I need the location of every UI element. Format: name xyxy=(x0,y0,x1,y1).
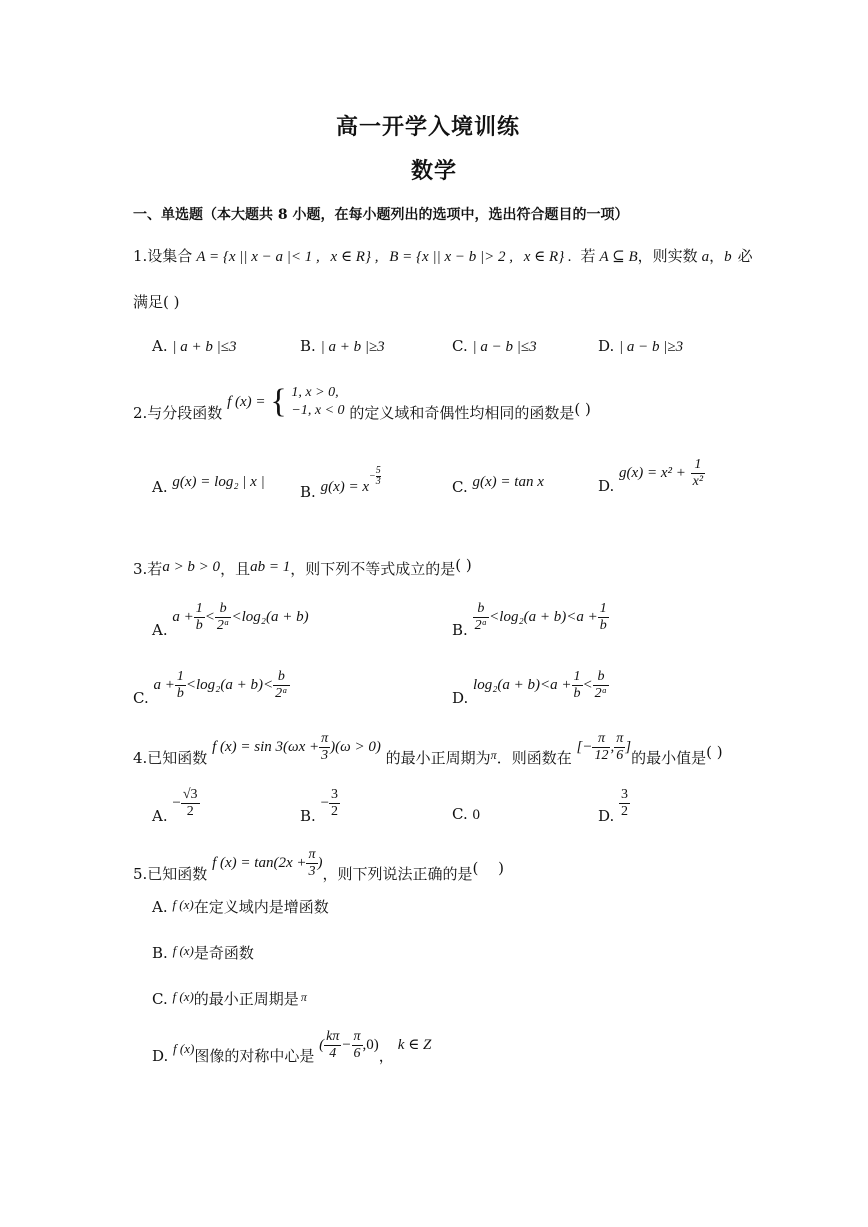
q5-d-comma: ， xyxy=(378,1047,394,1065)
q3-d-lt-1: < xyxy=(540,677,551,693)
q1-option-c-text: | a − b |≤3 xyxy=(472,339,537,355)
q3-a-frac-2 xyxy=(215,601,232,634)
q4-period-text: 的最小正周期为 xyxy=(385,749,491,767)
q3-d-den-2: 2ᵃ xyxy=(594,685,608,701)
q5-option-a-fx: f (x) xyxy=(172,897,194,912)
q3-a-frac-1 xyxy=(194,601,205,634)
q4-option-a xyxy=(152,782,200,836)
q3-b-lt-1: < xyxy=(489,609,500,625)
q5-d-minus: − xyxy=(341,1037,352,1053)
q5-option-c-label: C. xyxy=(152,990,168,1008)
q5-d-lparen: ( xyxy=(319,1037,325,1053)
q5-option-b-text: 是奇函数 xyxy=(193,944,254,962)
q1-option-a xyxy=(152,337,237,356)
q5-option-d-label: D. xyxy=(152,1047,169,1065)
q2-exponent-sign: − xyxy=(369,470,376,482)
q3-a-num: 1 xyxy=(195,600,203,616)
q2-question: 的定义域和奇偶性均相同的函数是 xyxy=(349,404,575,422)
q3-option-c xyxy=(133,664,290,718)
q3-a-num-2: b xyxy=(215,601,232,618)
question-1-line-2 xyxy=(133,293,180,311)
q5-option-c-fx: f (x) xyxy=(172,989,194,1004)
q4-fx: f (x) = sin 3(ωx + xyxy=(212,739,320,755)
q2-option-b-label: B. xyxy=(300,482,316,501)
q1-condition: A ⊆ B xyxy=(599,249,638,265)
q1-must: 必 xyxy=(737,247,753,265)
q3-a-den: b xyxy=(195,617,203,633)
q4-option-a-sign: − xyxy=(172,795,181,811)
q3-b-num-2: 1 xyxy=(599,600,607,616)
q3-c-den: b xyxy=(176,685,184,701)
q4-option-a-label: A. xyxy=(152,807,168,825)
q4-pi: π xyxy=(321,730,329,746)
q2-d-num: 1 xyxy=(691,457,705,474)
q3-c-den-2: 2ᵃ xyxy=(275,685,288,701)
q4-option-b-sign: − xyxy=(320,795,330,811)
q4-period-pi: π xyxy=(490,748,497,762)
q3-d-num-2: b xyxy=(593,669,610,686)
q2-exponent-num: 5 xyxy=(375,465,381,476)
q2-option-d-fraction xyxy=(691,457,705,490)
q5-pi: π xyxy=(308,846,316,862)
q4-option-b-label: B. xyxy=(300,807,316,825)
q5-d-pi-over-6 xyxy=(352,1029,363,1062)
q4-interval-text: ．则函数在 xyxy=(496,749,572,767)
q4-a-num: √3 xyxy=(182,786,198,802)
q3-c-lt-1: < xyxy=(185,677,196,693)
q1-option-b xyxy=(300,337,385,356)
q3-b-den: 2ᵃ xyxy=(474,617,488,633)
q4-interval-left: [− xyxy=(576,739,593,755)
q4-option-b-frac xyxy=(329,787,340,820)
q5-option-d xyxy=(152,1024,431,1076)
q3-a-log: log₂(a + b) xyxy=(241,609,309,625)
document-title: 高一开学入境训练 xyxy=(336,114,521,140)
q4-six: 6 xyxy=(616,747,624,763)
q4-option-d-frac xyxy=(619,787,630,820)
q4-option-c-text: 0 xyxy=(472,807,480,823)
q3-c-aplus: a + xyxy=(153,677,175,693)
q4-pi-over-12 xyxy=(592,731,610,764)
q1-satisfy: 满足 xyxy=(133,293,164,311)
q1-option-c xyxy=(452,337,537,356)
q1-then: ，则实数 xyxy=(637,247,698,265)
q3-d-lt-2: < xyxy=(582,677,593,693)
q3-b-aplus: a + xyxy=(576,609,598,625)
q5-option-b-label: B. xyxy=(152,944,168,962)
q5-d-tail: ,0) xyxy=(362,1037,379,1053)
q2-exponent-den: 3 xyxy=(375,476,381,487)
q3-cond-1: a > b > 0 xyxy=(162,559,221,575)
q5-d-six: 6 xyxy=(353,1045,361,1061)
q3-d-log: log₂(a + b) xyxy=(473,677,541,693)
q3-b-frac-1 xyxy=(473,601,490,634)
q4-option-d xyxy=(598,782,630,836)
q1-option-d-text: | a − b |≥3 xyxy=(619,339,684,355)
q3-d-num: 1 xyxy=(573,668,581,684)
q1-prefix: 1.设集合 xyxy=(133,247,193,265)
q2-brace: { xyxy=(270,383,287,420)
q4-tail: )(ω > 0) xyxy=(330,739,381,755)
q5-rparen: ) xyxy=(317,855,323,871)
q1-option-c-label: C. xyxy=(452,337,468,355)
q5-d-kpi: kπ xyxy=(326,1028,340,1044)
q2-piecewise xyxy=(291,384,344,420)
question-1 xyxy=(133,247,753,266)
q2-option-c-label: C. xyxy=(452,478,468,496)
q4-option-a-frac xyxy=(181,787,200,820)
q4-pi-2: π xyxy=(592,731,610,748)
q2-d-den: x² xyxy=(692,473,704,489)
q3-d-frac-2 xyxy=(593,669,610,702)
q3-option-d-label: D. xyxy=(452,689,469,707)
q4-three: 3 xyxy=(321,747,329,763)
q3-a-lt-2: < xyxy=(231,609,242,625)
q2-option-d-text: g(x) = x² + xyxy=(619,465,686,481)
q5-d-pi: π xyxy=(353,1028,361,1044)
q5-fx: f (x) = tan(2x + xyxy=(212,855,307,871)
q3-a-aplus: a + xyxy=(172,609,194,625)
q3-c-lt-2: < xyxy=(263,677,274,693)
q4-a-den: 2 xyxy=(186,803,194,819)
q1-if: 若 xyxy=(580,247,596,265)
q2-option-b-text: g(x) = x xyxy=(320,478,370,495)
q4-pi-over-6 xyxy=(614,731,625,764)
q4-interval-comma: , xyxy=(610,739,615,755)
q2-option-b-exponent xyxy=(369,466,381,487)
q3-c-num-2: b xyxy=(273,669,290,686)
q2-answer-paren: ( ) xyxy=(574,400,591,418)
q3-b-lt-2: < xyxy=(566,609,577,625)
q3-b-frac-2 xyxy=(598,601,609,634)
q1-set-a: A = {x || x − a |< 1 , xyxy=(196,249,320,265)
q1-answer-paren: ( ) xyxy=(163,293,180,311)
q2-prefix: 2.与分段函数 xyxy=(133,404,223,422)
q2-case-2: −1, x < 0 xyxy=(291,403,345,418)
q4-b-num: 3 xyxy=(331,786,339,802)
q3-b-num: b xyxy=(473,601,490,618)
q3-option-c-label: C. xyxy=(133,689,149,707)
q3-a-den-2: 2ᵃ xyxy=(216,617,230,633)
q2-option-b xyxy=(300,466,381,501)
q5-answer-paren: ( ) xyxy=(472,859,504,877)
q1-var-a: a xyxy=(701,249,710,265)
q1-option-a-text: | a + b |≤3 xyxy=(172,339,237,355)
q3-d-aplus: a + xyxy=(550,677,572,693)
q5-d-four: 4 xyxy=(329,1045,337,1061)
q4-interval-right: ] xyxy=(625,739,632,755)
q5-question: ，则下列说法正确的是 xyxy=(322,865,473,883)
q5-option-a-text: 在定义域内是增函数 xyxy=(193,898,329,916)
q3-option-a-label: A. xyxy=(152,621,168,639)
q4-option-c-label: C. xyxy=(452,805,468,823)
question-2 xyxy=(133,382,591,432)
q2-fx: f (x) = xyxy=(227,394,266,410)
q3-question: ，则下列不等式成立的是 xyxy=(290,560,456,578)
section-heading: 一、单选题（本大题共 8 小题，在每小题列出的选项中，选出符合题目的一项） xyxy=(133,207,629,223)
q1-x-in-r-2: x ∈ R} . xyxy=(523,249,572,265)
q3-b-log: log₂(a + b) xyxy=(499,609,567,625)
q1-option-d xyxy=(598,337,683,356)
q4-pi-3: π xyxy=(616,730,624,746)
q3-b-den-2: b xyxy=(599,617,607,633)
q3-option-a xyxy=(152,596,309,650)
q3-option-b-label: B. xyxy=(452,621,468,639)
q2-option-d xyxy=(598,452,705,506)
q2-exponent-fraction xyxy=(376,466,381,487)
q5-three: 3 xyxy=(308,863,316,879)
q4-pi-over-3 xyxy=(319,731,330,764)
q3-a-lt-1: < xyxy=(204,609,215,625)
q5-option-c xyxy=(152,988,307,1008)
q5-option-c-pi: π xyxy=(300,990,307,1004)
q5-option-a-label: A. xyxy=(152,898,168,916)
q2-case-1: 1, x > 0, xyxy=(291,385,339,400)
q1-set-b: B = {x || x − b |> 2 , xyxy=(389,249,513,265)
q5-d-kpi-over-4 xyxy=(324,1029,341,1062)
question-4 xyxy=(133,726,723,778)
q1-comma: ， xyxy=(709,247,725,265)
q5-option-d-text: 图像的对称中心是 xyxy=(194,1047,315,1065)
q1-var-b: b xyxy=(724,249,732,265)
q3-prefix: 3.若 xyxy=(133,560,163,578)
q1-option-b-text: | a + b |≥3 xyxy=(320,339,385,355)
q2-option-a-text: g(x) = log₂ | x | xyxy=(172,474,265,490)
q1-option-b-label: B. xyxy=(300,337,316,355)
q2-option-d-label: D. xyxy=(598,477,615,495)
q2-option-c-text: g(x) = tan x xyxy=(472,474,544,490)
q3-cond-2: ab = 1 xyxy=(250,559,291,575)
q3-d-frac-1 xyxy=(572,669,583,702)
q3-c-num: 1 xyxy=(176,668,184,684)
q5-option-c-text: 的最小正周期是 xyxy=(193,990,299,1008)
q4-b-den: 2 xyxy=(331,803,339,819)
q3-answer-paren: ( ) xyxy=(455,556,472,574)
question-3 xyxy=(133,556,472,578)
q4-prefix: 4.已知函数 xyxy=(133,749,208,767)
q2-option-a xyxy=(152,472,265,496)
q3-c-log: log₂(a + b) xyxy=(196,677,263,693)
q1-option-a-label: A. xyxy=(152,337,168,355)
q1-x-in-r-1: x ∈ R} , xyxy=(330,249,379,265)
q3-option-b xyxy=(452,596,609,650)
q3-and: ，且 xyxy=(220,560,251,578)
q5-option-a xyxy=(152,896,329,916)
q4-option-c xyxy=(452,805,480,824)
question-5 xyxy=(133,842,504,894)
q3-d-den: b xyxy=(573,685,581,701)
q3-c-frac-1 xyxy=(175,669,186,702)
q4-answer-paren: ( ) xyxy=(706,743,723,761)
q3-c-frac-2 xyxy=(273,669,290,702)
q2-option-c xyxy=(452,472,544,496)
q5-option-d-fx: f (x) xyxy=(173,1041,195,1056)
q5-pi-over-3 xyxy=(306,847,317,880)
q4-twelve: 12 xyxy=(594,747,609,763)
q5-option-b-fx: f (x) xyxy=(172,943,194,958)
q4-option-b xyxy=(300,782,340,836)
document-subtitle: 数学 xyxy=(411,158,458,184)
q4-option-d-label: D. xyxy=(598,807,615,825)
q5-option-b xyxy=(152,942,254,962)
q5-d-k-in-z: k ∈ Z xyxy=(397,1037,432,1053)
q5-prefix: 5.已知函数 xyxy=(133,865,208,883)
q4-d-num: 3 xyxy=(621,786,629,802)
q3-option-d xyxy=(452,664,609,718)
q1-option-d-label: D. xyxy=(598,337,615,355)
q4-question: 的最小值是 xyxy=(631,749,707,767)
q4-d-den: 2 xyxy=(621,803,629,819)
q2-option-a-label: A. xyxy=(152,478,168,496)
